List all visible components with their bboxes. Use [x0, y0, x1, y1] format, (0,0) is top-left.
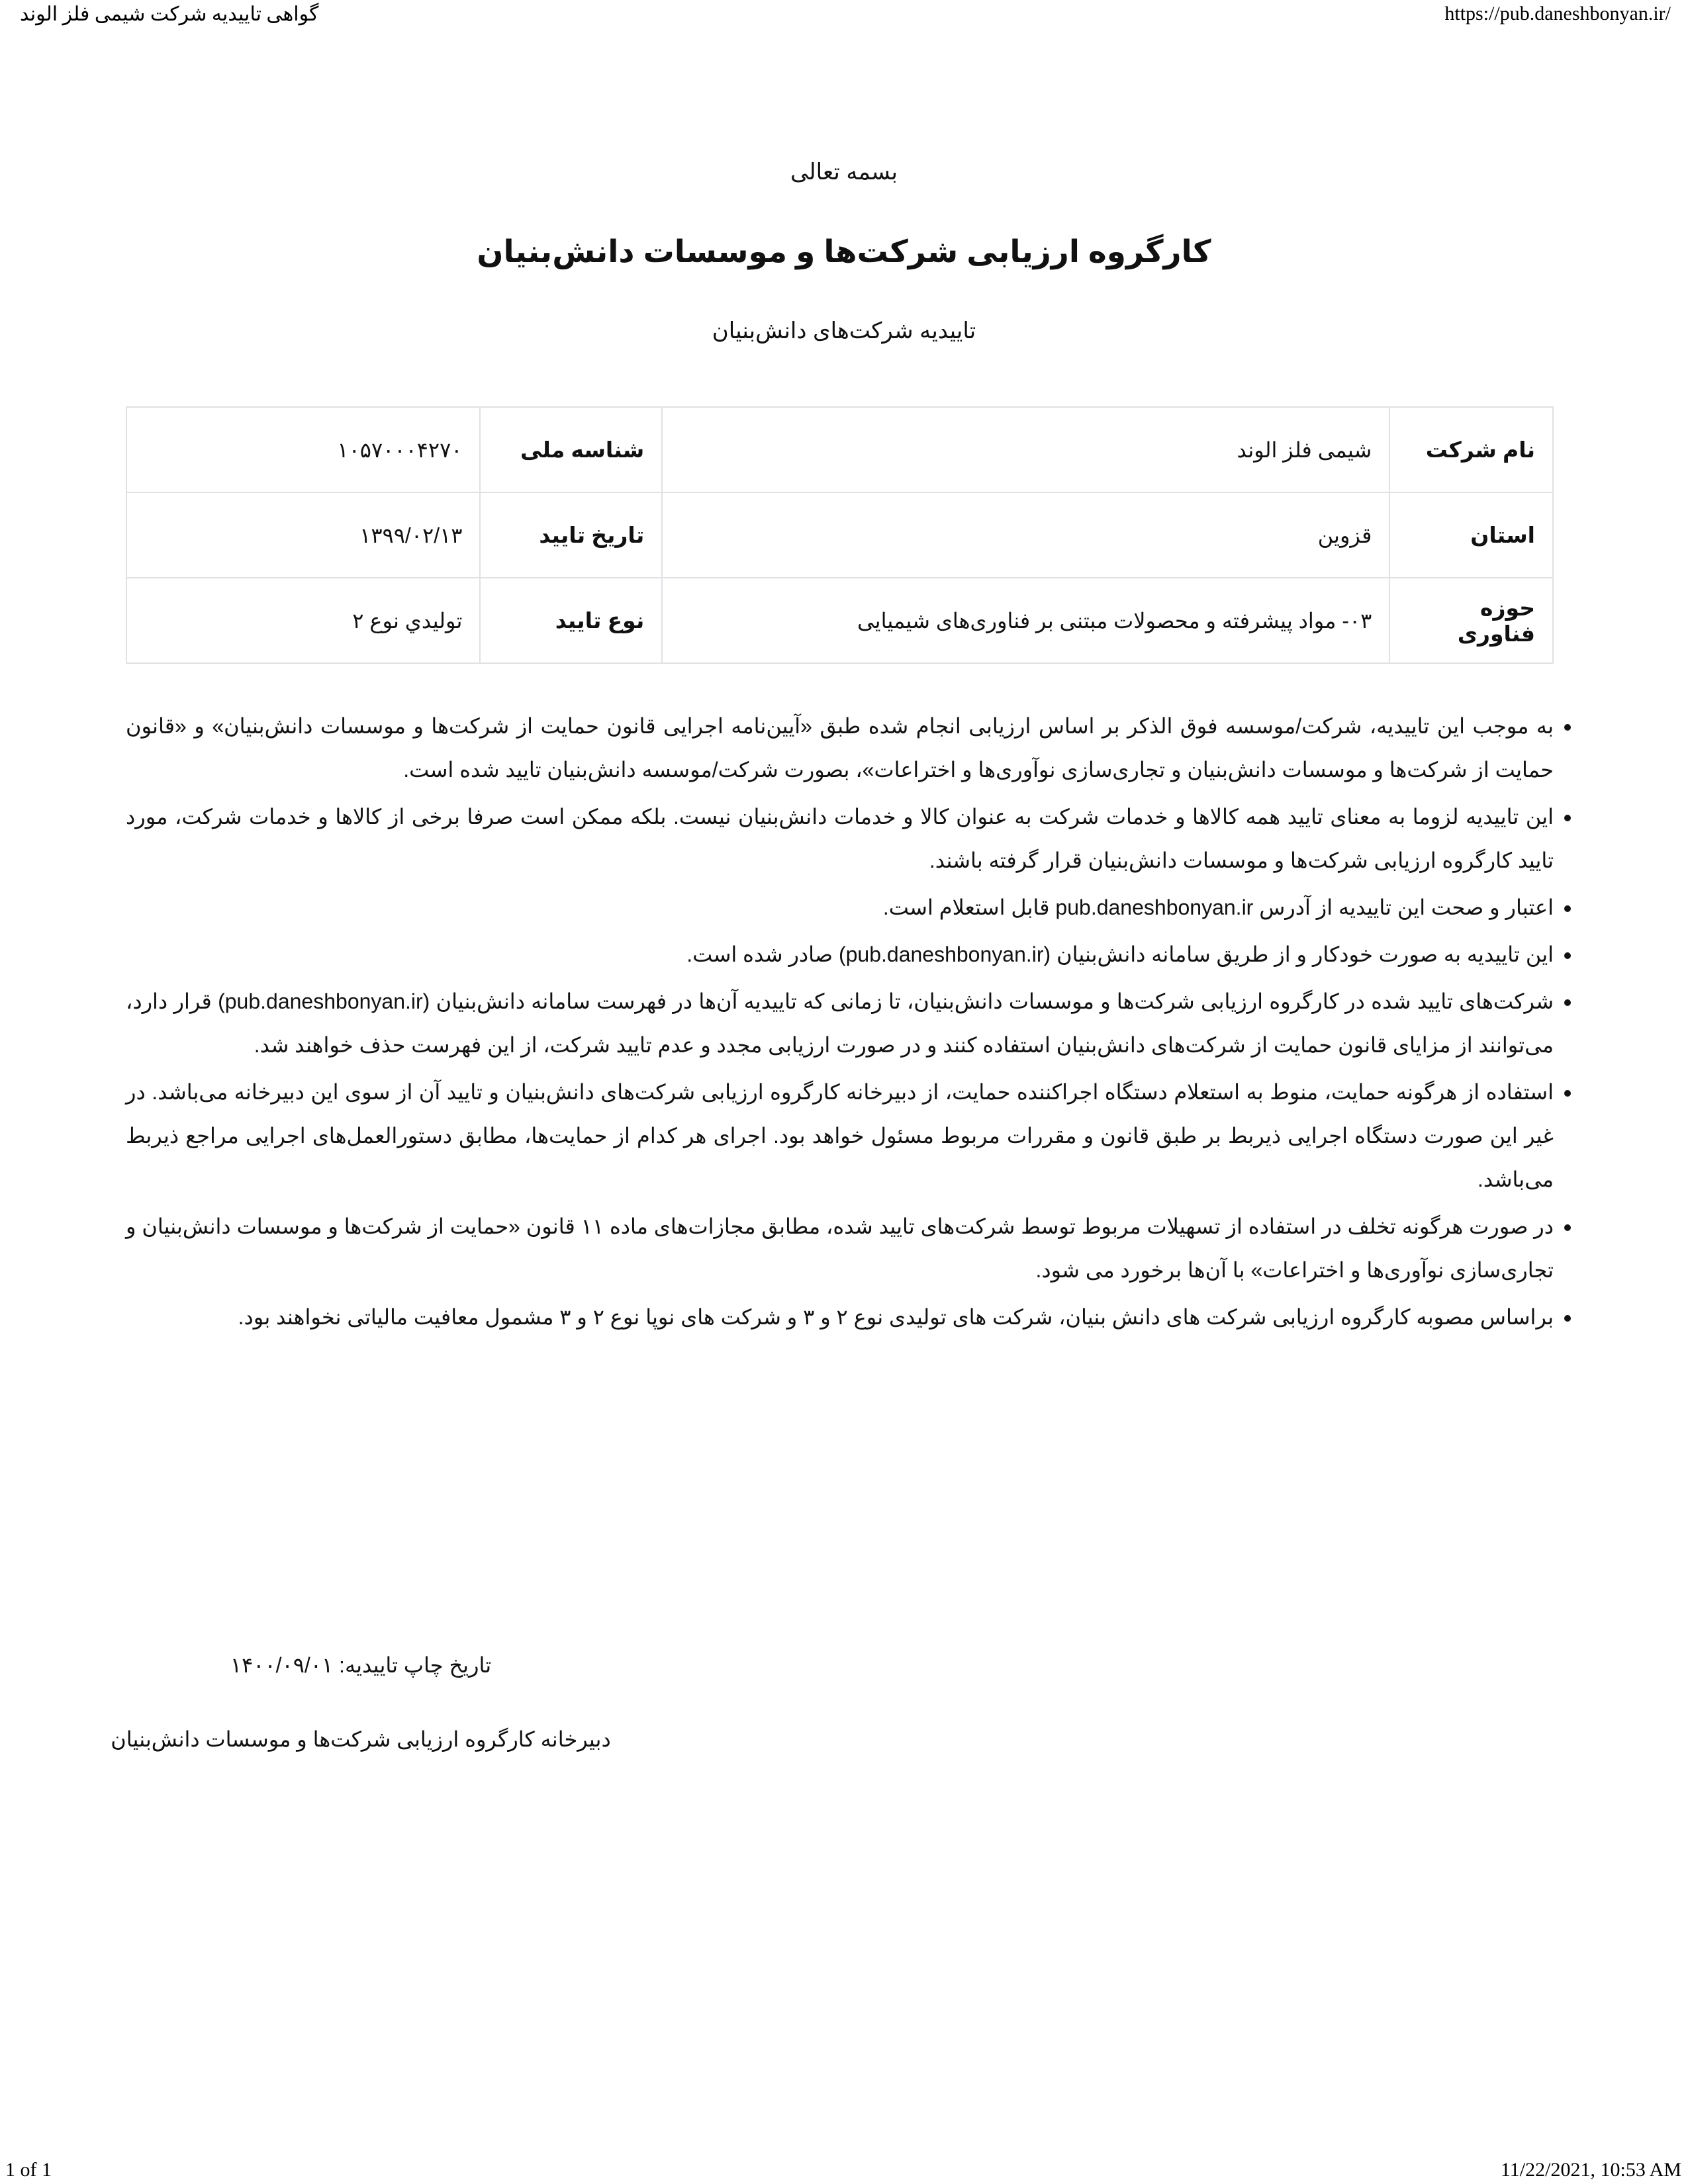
- certificate-notes-list: [126, 704, 1585, 1342]
- approval-type-label: نوع تایید: [480, 578, 662, 663]
- page-title: کارگروه ارزیابی شرکت‌ها و موسسات دانش‌بنیان: [477, 234, 1211, 269]
- certificate-print-date: تاریخ چاپ تاییدیه: ۱۴۰۰/۰۹/۰۱: [230, 1653, 492, 1677]
- company-name-label: نام شرکت: [1389, 407, 1553, 492]
- bismillah-line: بسمه تعالی: [790, 159, 898, 185]
- table-row-province: [126, 492, 1553, 578]
- technology-field-value: ۰۳- مواد پیشرفته و محصولات مبتنی بر فناوری‌های شیمیایی: [662, 578, 1389, 663]
- national-id-value: ۱۰۵۷۰۰۰۴۲۷۰: [126, 407, 480, 492]
- note-item: • براساس مصوبه کارگروه ارزیابی شرکت های دانش بنیان، شرکت های تولیدی نوع ۲ و ۳ و شرکت های نوپا نوع ۲ و ۳ مشمول معافیت مالیاتی نخواهند بود.: [126, 1295, 1554, 1339]
- company-info-table: [126, 406, 1554, 664]
- print-footer-page-indicator: 1 of 1: [5, 2159, 52, 2181]
- note-item: • به موجب این تاییدیه، شرکت/موسسه فوق الذکر بر اساس ارزیابی انجام شده طبق «آیین‌نامه اجرایی قانون حمایت از شرکت‌ها و موسسات دانش‌بنیان» و «قانون حمایت از شرکت‌ها و موسسات دانش‌بنیان و تجاری‌سازی نوآوری‌ها و اختراعات»، بصورت شرکت/موسسه دانش‌بنیان تایید شده است.: [126, 704, 1554, 792]
- technology-field-label: حوزه فناوری: [1389, 578, 1553, 663]
- province-label: استان: [1389, 492, 1553, 578]
- approval-date-value: ۱۳۹۹/۰۲/۱۳: [126, 492, 480, 578]
- table-row-technology: [126, 578, 1553, 663]
- page-subtitle: تاییدیه شرکت‌های دانش‌بنیان: [712, 318, 976, 343]
- note-item: • استفاده از هرگونه حمایت، منوط به استعلام دستگاه اجراکننده حمایت، از دبیرخانه کارگروه ارزیابی شرکت‌های دانش‌بنیان و تایید آن از سوی این دبیرخانه می‌باشد. در غیر این صورت دستگاه اجرایی ذیربط بر طبق قانون و مقررات مربوط مسئول خواهد بود. اجرای هر کدام از حمایت‌ها، مطابق دستورالعمل‌های اجرایی مراجع ذیربط می‌باشد.: [126, 1070, 1554, 1201]
- company-name-value: شیمی فلز الوند: [662, 407, 1389, 492]
- note-item: • شرکت‌های تایید شده در کارگروه ارزیابی شرکت‌ها و موسسات دانش‌بنیان، تا زمانی که تاییدیه آن‌ها در فهرست سامانه دانش‌بنیان (pub.daneshbonyan.ir) قرار دارد، می‌توانند از مزایای قانون حمایت از شرکت‌های دانش‌بنیان استفاده کنند و در صورت ارزیابی مجدد و عدم تایید شرکت، از این فهرست حذف خواهند شد.: [126, 979, 1554, 1067]
- print-header-document-title: گواهی تاییدیه شرکت شیمی فلز الوند: [20, 3, 319, 25]
- note-item: • این تاییدیه لزوما به معنای تایید همه کالاها و خدمات شرکت به عنوان کالا و خدمات دانش‌بنیان نیست. بلکه ممکن است صرفا برخی از کالاها و خدمات شرکت، مورد تایید کارگروه ارزیابی شرکت‌ها و موسسات دانش‌بنیان قرار گرفته باشند.: [126, 795, 1554, 882]
- print-header-url: https://pub.daneshbonyan.ir/: [1444, 3, 1671, 24]
- note-item: • اعتبار و صحت این تاییدیه از آدرس pub.daneshbonyan.ir قابل استعلام است.: [126, 886, 1554, 929]
- note-item: • در صورت هرگونه تخلف در استفاده از تسهیلات مربوط توسط شرکت‌های تایید شده، مطابق مجازات‌های ماده ۱۱ قانون «حمایت از شرکت‌ها و موسسات دانش‌بنیان و تجاری‌سازی نوآوری‌ها و اختراعات» با آن‌ها برخورد می شود.: [126, 1205, 1554, 1292]
- approval-type-value: تولیدي نوع ۲: [126, 578, 480, 663]
- table-row-company: [126, 407, 1553, 492]
- note-item: • این تاییدیه به صورت خودکار و از طریق سامانه دانش‌بنیان (pub.daneshbonyan.ir) صادر شده است.: [126, 933, 1554, 976]
- approval-date-label: تاریخ تایید: [480, 492, 662, 578]
- secretariat-line: دبیرخانه کارگروه ارزیابی شرکت‌ها و موسسات دانش‌بنیان: [111, 1727, 611, 1751]
- signature-block: [26, 1649, 695, 1755]
- province-value: قزوین: [662, 492, 1389, 578]
- print-footer-datetime: 11/22/2021, 10:53 AM: [1500, 2159, 1681, 2181]
- national-id-label: شناسه ملی: [480, 407, 662, 492]
